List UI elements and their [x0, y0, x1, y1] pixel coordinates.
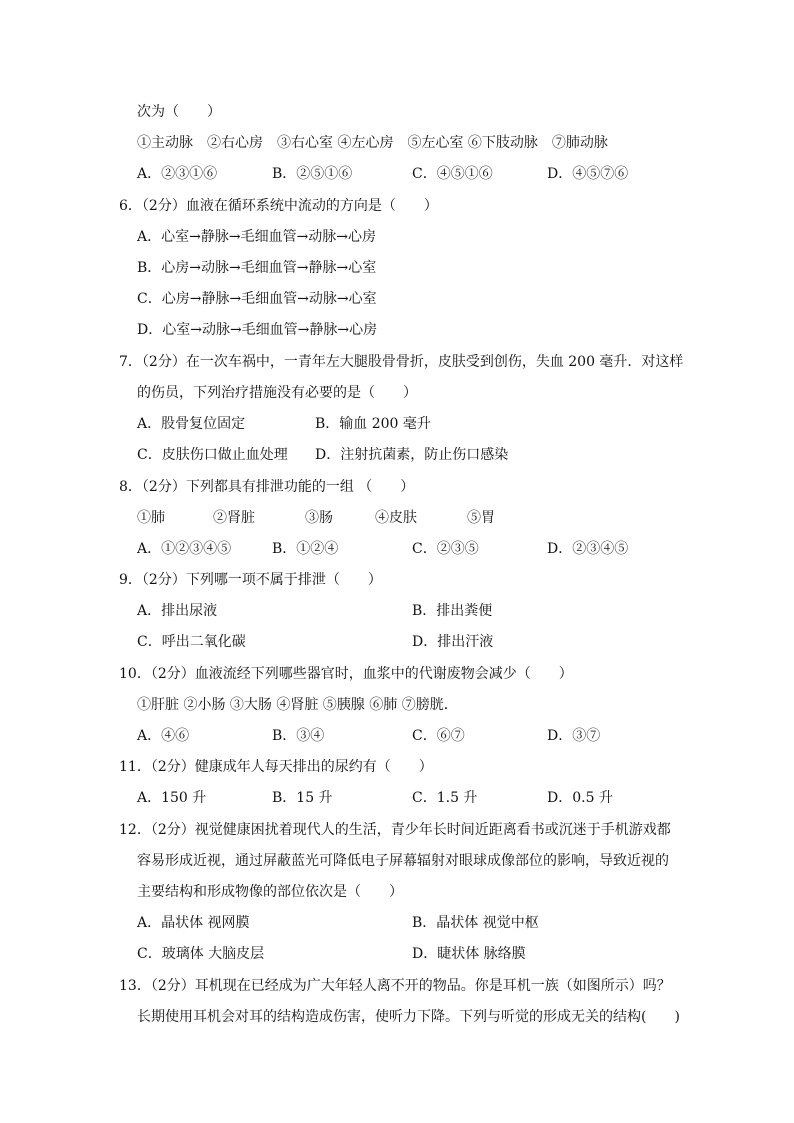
option-b[interactable]: B．②⑤①⑥ — [272, 166, 353, 182]
option-a[interactable]: A．心室→静脉→毛细血管→动脉→心房 — [137, 229, 377, 245]
question-12-stem-cont-2: 主要结构和形成物像的部位依次是（ ） — [137, 884, 403, 900]
option-a[interactable]: A．晶状体 视网膜 — [137, 915, 250, 931]
option-a[interactable]: A．④⑥ — [137, 728, 190, 744]
option-b[interactable]: B．心房→动脉→毛细血管→静脉→心室 — [137, 260, 377, 276]
option-c[interactable]: C．皮肤伤口做止血处理 — [137, 447, 288, 463]
item-3: ③肠 — [305, 510, 333, 526]
question-11-stem: 11．（2分）健康成年人每天排出的尿约有（ ） — [119, 759, 433, 775]
option-d[interactable]: D．排出汗液 — [412, 634, 494, 650]
item-1: ①肺 — [137, 510, 165, 526]
option-d[interactable]: D．0.5 升 — [547, 790, 613, 806]
option-d[interactable]: D．③⑦ — [547, 728, 601, 744]
option-a[interactable]: A．排出尿液 — [137, 603, 218, 619]
question-8-stem: 8．（2分）下列都具有排泄功能的一组 （ ） — [119, 479, 415, 495]
question-7-stem-cont: 的伤员，下列治疗措施没有必要的是（ ） — [137, 385, 417, 401]
item-4: ④皮肤 — [375, 510, 417, 526]
question-10-items: ①肝脏 ②小肠 ③大肠 ④肾脏 ⑤胰腺 ⑥肺 ⑦膀胱． — [137, 697, 458, 713]
option-d[interactable]: D．②③④⑤ — [547, 541, 629, 557]
option-d[interactable]: D．心室→动脉→毛细血管→静脉→心房 — [137, 322, 378, 338]
question-13-stem-cont: 长期使用耳机会对耳的结构造成伤害，使听力下降。下列与听觉的形成无关的结构( ) — [137, 1009, 680, 1025]
question-5-items: ①主动脉 ②右心房 ③右心室 ④左心房 ⑤左心室 ⑥下肢动脉 ⑦肺动脉 — [137, 135, 608, 151]
question-5-continuation: 次为（ ） — [137, 104, 221, 120]
option-b[interactable]: B．①②④ — [272, 541, 339, 557]
option-a[interactable]: A．150 升 — [137, 790, 207, 806]
item-5: ⑤胃 — [467, 510, 495, 526]
option-a[interactable]: A．股骨复位固定 — [137, 416, 246, 432]
option-d[interactable]: D．睫状体 脉络膜 — [412, 946, 526, 962]
option-c[interactable]: C．1.5 升 — [412, 790, 478, 806]
question-12-stem: 12．（2分）视觉健康困扰着现代人的生活，青少年长时间近距离看书或沉迷于手机游戏都 — [119, 822, 671, 838]
item-2: ②肾脏 — [213, 510, 255, 526]
question-7-stem: 7．（2分）在一次车祸中，一青年左大腿股骨骨折，皮肤受到创伤，失血 200 毫升．对这样 — [119, 354, 684, 370]
option-a[interactable]: A．①②③④⑤ — [137, 541, 232, 557]
option-c[interactable]: C．④⑤①⑥ — [412, 166, 493, 182]
option-b[interactable]: B．15 升 — [272, 790, 333, 806]
option-c[interactable]: C．心房→静脉→毛细血管→动脉→心室 — [137, 291, 377, 307]
option-b[interactable]: B．输血 200 毫升 — [315, 416, 431, 432]
option-c[interactable]: C．②③⑤ — [412, 541, 479, 557]
option-b[interactable]: B．③④ — [272, 728, 325, 744]
option-d[interactable]: D．④⑤⑦⑥ — [547, 166, 629, 182]
option-d[interactable]: D．注射抗菌素，防止伤口感染 — [315, 447, 509, 463]
option-a[interactable]: A．②③①⑥ — [137, 166, 218, 182]
option-c[interactable]: C．玻璃体 大脑皮层 — [137, 946, 265, 962]
option-c[interactable]: C．呼出二氧化碳 — [137, 634, 246, 650]
question-13-stem: 13．（2分）耳机现在已经成为广大年轻人离不开的物品。你是耳机一族（如图所示）吗？ — [119, 978, 671, 994]
question-6-stem: 6．（2分）血液在循环系统中流动的方向是（ ） — [119, 198, 438, 214]
question-9-stem: 9．（2分）下列哪一项不属于排泄（ ） — [119, 572, 382, 588]
option-b[interactable]: B．排出粪便 — [412, 603, 493, 619]
option-b[interactable]: B．晶状体 视觉中枢 — [412, 915, 539, 931]
question-10-stem: 10．（2分）血液流经下列哪些器官时，血浆中的代谢废物会减少（ ） — [119, 666, 573, 682]
question-12-stem-cont-1: 容易形成近视，通过屏蔽蓝光可降低电子屏幕辐射对眼球成像部位的影响，导致近视的 — [137, 853, 669, 869]
option-c[interactable]: C．⑥⑦ — [412, 728, 465, 744]
